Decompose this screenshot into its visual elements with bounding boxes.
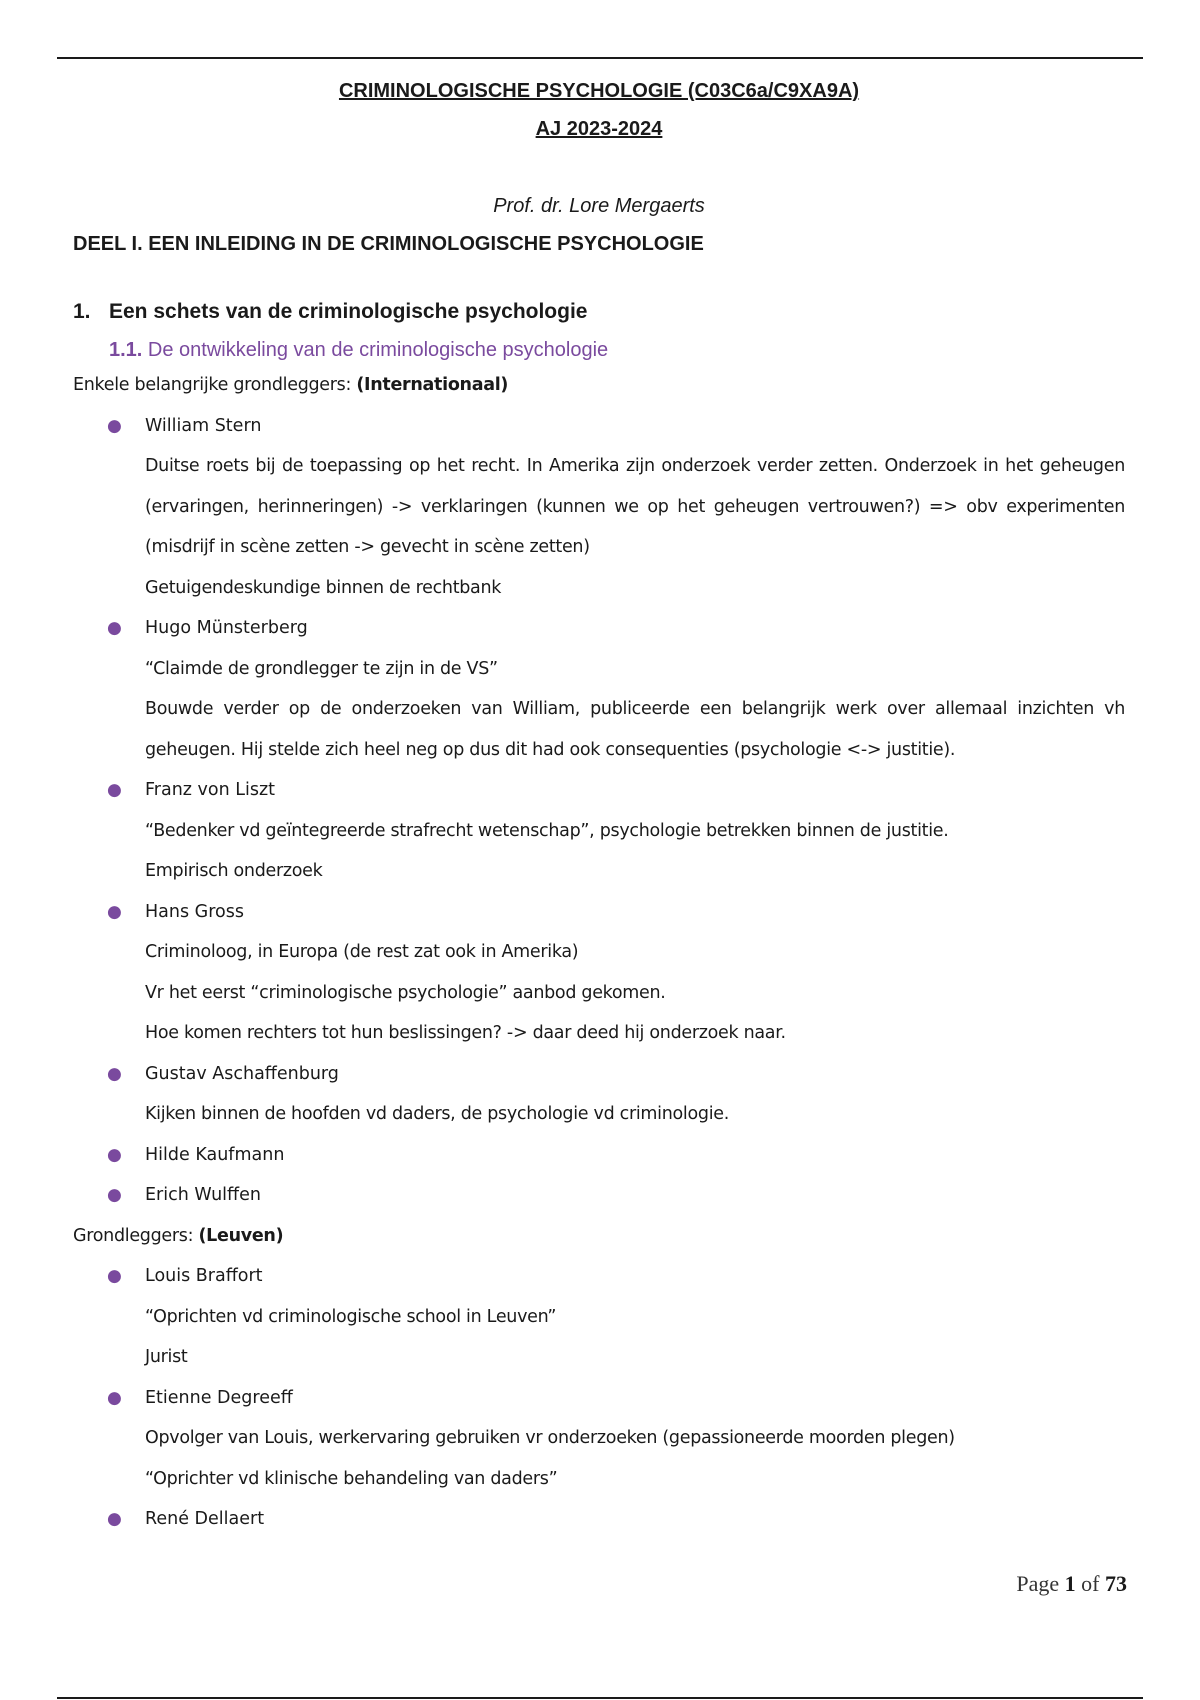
list-item <box>73 1054 1125 1095</box>
person-name: Erich Wulffen <box>145 1185 261 1205</box>
bullet-icon: ● <box>107 1266 122 1286</box>
person-name: Franz von Liszt <box>145 780 276 800</box>
bullet-icon: ● <box>107 901 122 922</box>
person-name: Hans Gross <box>145 901 244 922</box>
bullet-icon: ● <box>107 1063 122 1084</box>
part-title: DEEL I. EEN INLEIDING IN DE CRIMINOLOGISCHE PSYCHOLOGIE <box>73 233 704 255</box>
person-name: Gustav Aschaffenburg <box>145 1063 339 1084</box>
professor-name: Prof. dr. Lore Mergaerts <box>493 195 705 217</box>
section-number: 1. <box>73 300 91 323</box>
person-description: Jurist <box>145 1347 188 1367</box>
list-item <box>73 608 1125 649</box>
subsection-heading <box>109 335 1125 365</box>
list-item <box>73 770 1125 811</box>
person-description: Duitse roets bij de toepassing op het recht. In Amerika zijn onderzoek verder zetten. Onderzoek in het geheugen (ervaringen, herinneringen) -> verklaringen (kunnen we op het geheugen vertrouwen?) => obv experimenten (misdrijf in scène zetten -> gevecht in scène zetten) <box>145 456 1125 557</box>
bullet-icon: ● <box>107 1185 122 1205</box>
person-description: Getuigendeskundige binnen de rechtbank <box>145 577 502 598</box>
person-description: “Bedenker vd geïntegreerde strafrecht wetenschap”, psychologie betrekken binnen de justitie. <box>145 820 949 841</box>
list-item <box>73 1256 1125 1297</box>
person-name: Louis Braffort <box>145 1266 263 1286</box>
bullet-icon: ● <box>107 780 122 800</box>
person-description: Kijken binnen de hoofden vd daders, de psychologie vd criminologie. <box>145 1104 730 1124</box>
list-item <box>73 1378 1125 1419</box>
list-item <box>73 1499 1125 1540</box>
academic-year: AJ 2023-2024 <box>535 118 663 140</box>
person-description: Bouwde verder op de onderzoeken van William, publiceerde een belangrijk werk over allemaal inzichten vh geheugen. Hij stelde zich heel neg op dus dit had ook consequenties (psychologie <-> justitie). <box>145 699 1125 760</box>
person-description: Opvolger van Louis, werkervaring gebruiken vr onderzoeken (gepassioneerde moorden plegen) <box>145 1428 955 1448</box>
list-item <box>73 892 1125 933</box>
person-description: Hoe komen rechters tot hun beslissingen? -> daar deed hij onderzoek naar. <box>145 1023 786 1043</box>
person-name: René Dellaert <box>145 1509 265 1529</box>
subsection-title: De ontwikkeling van de criminologische psychologie <box>147 339 609 361</box>
bullet-icon: ● <box>107 1509 122 1529</box>
person-name: William Stern <box>145 415 262 436</box>
person-description: “Oprichten vd criminologische school in Leuven” <box>145 1306 557 1327</box>
list-item <box>73 406 1125 447</box>
person-name: Etienne Degreeff <box>145 1387 293 1408</box>
person-name: Hilde Kaufmann <box>145 1144 285 1165</box>
list-item <box>73 1135 1125 1176</box>
subsection-number: 1.1. <box>109 339 143 361</box>
person-description: Empirisch onderzoek <box>145 861 323 881</box>
bullet-icon: ● <box>107 618 122 638</box>
person-description: “Claimde de grondlegger te zijn in de VS” <box>145 658 498 679</box>
section-heading <box>73 297 1125 327</box>
bullet-icon: ● <box>107 1387 122 1408</box>
person-description: “Oprichter vd klinische behandeling van daders” <box>145 1468 558 1489</box>
person-description: Vr het eerst “criminologische psychologie” aanbod gekomen. <box>145 982 666 1003</box>
bottom-rule <box>57 1697 1143 1699</box>
section-title: Een schets van de criminologische psychologie <box>109 300 588 323</box>
person-description: Criminoloog, in Europa (de rest zat ook in Amerika) <box>145 942 579 962</box>
bullet-icon: ● <box>107 1144 122 1165</box>
page-number: Page 1 of 73 <box>1016 1571 1127 1596</box>
document-title: CRIMINOLOGISCHE PSYCHOLOGIE (C03C6a/C9XA9A) <box>338 80 860 102</box>
page-content <box>73 72 1125 1540</box>
intl-founders-label: Enkele belangrijke grondleggers: (Internationaal) <box>73 375 509 395</box>
leuven-founders-label: Grondleggers: (Leuven) <box>73 1225 284 1246</box>
list-item <box>73 1175 1125 1216</box>
person-name: Hugo Münsterberg <box>145 618 308 638</box>
bullet-icon: ● <box>107 415 122 436</box>
top-rule <box>57 57 1143 59</box>
